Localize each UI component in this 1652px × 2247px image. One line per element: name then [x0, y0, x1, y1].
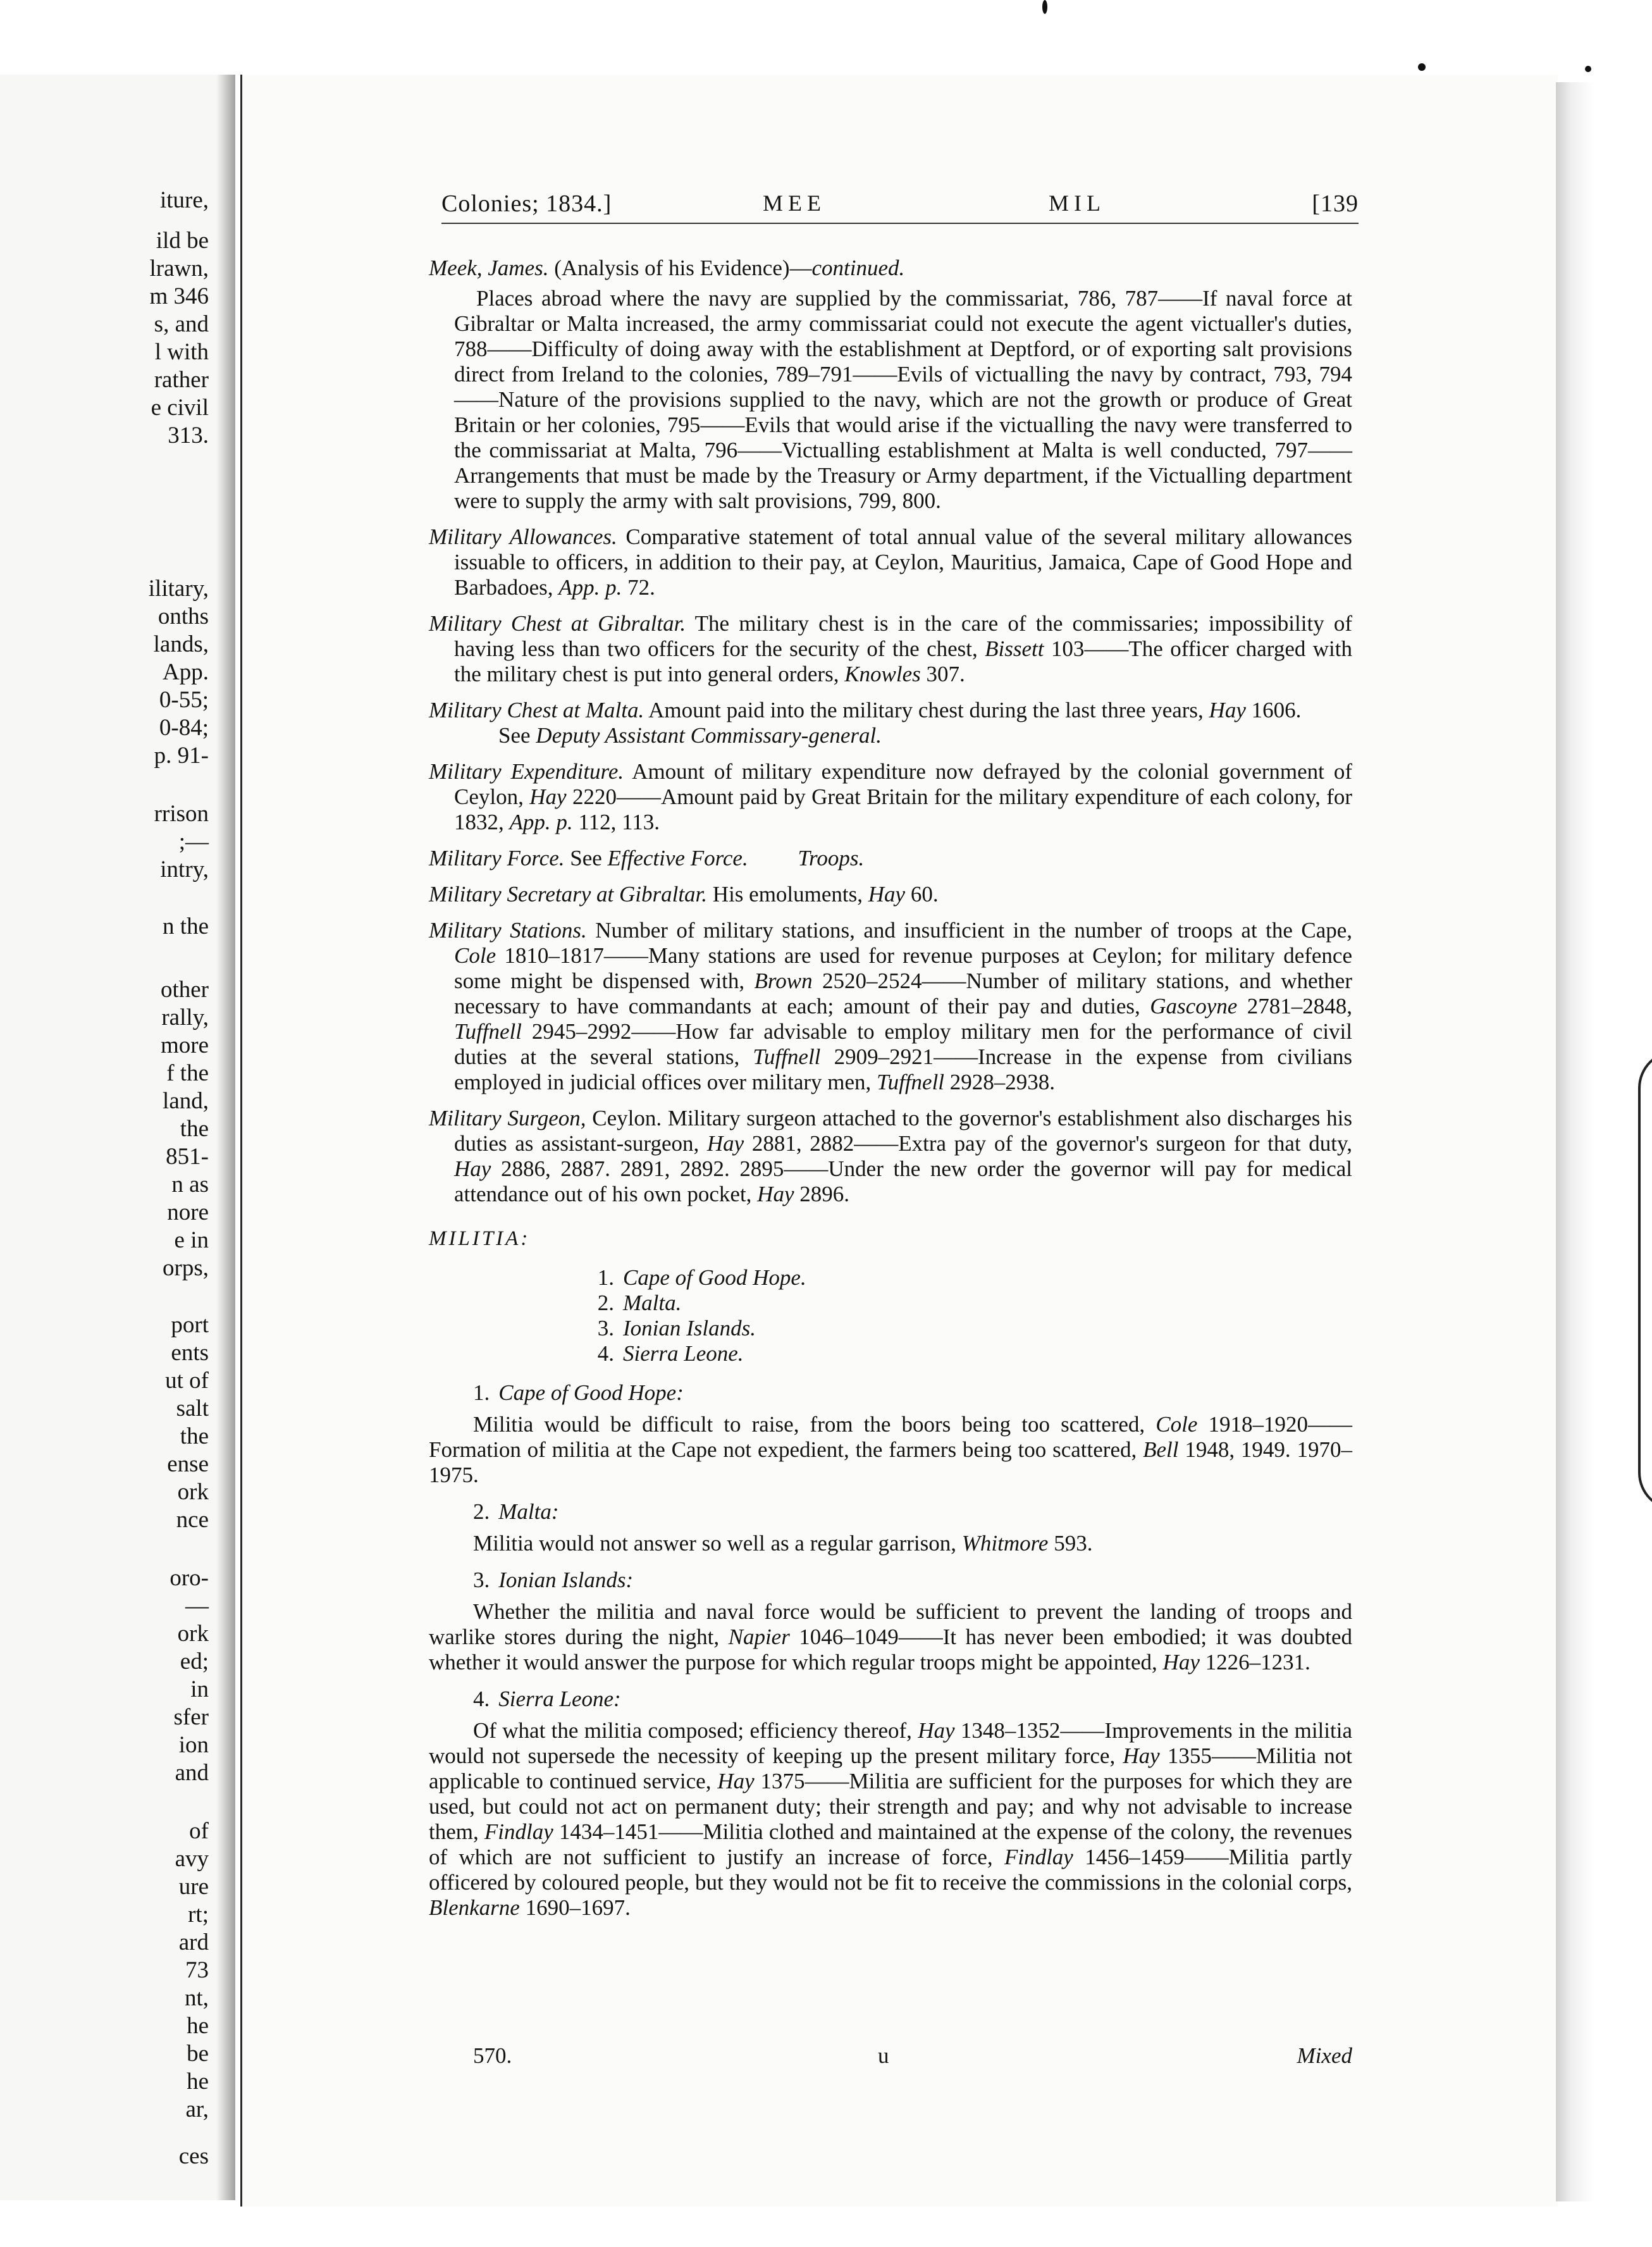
left-page-line-fragment: onths — [157, 604, 209, 629]
left-page-line-fragment: p. 91- — [154, 743, 209, 769]
left-page-line-fragment: of — [189, 1818, 209, 1844]
entry-text: Ceylon. Military surgeon attached to the governor's establishment also discharges his duties as assistant-surgeon, — [454, 1106, 1352, 1156]
entry-reference: Napier — [728, 1625, 790, 1649]
militia-section-heading — [473, 1687, 1352, 1712]
index-entry — [429, 698, 1352, 748]
left-page-line-fragment: salt — [176, 1396, 209, 1421]
left-page-line-fragment: lrawn, — [149, 256, 209, 282]
militia-section-heading — [473, 1499, 1352, 1525]
entry-reference: Hay — [1162, 1650, 1200, 1674]
left-page-line-fragment: f the — [166, 1060, 209, 1086]
entry-tail: 112, 113. — [578, 810, 660, 834]
left-page-line-fragment: iture, — [159, 187, 209, 213]
left-page-line-fragment: 851- — [166, 1144, 209, 1170]
index-entry — [429, 611, 1352, 687]
left-page-line-fragment: ents — [171, 1340, 209, 1366]
see-label: See — [498, 723, 531, 748]
entry-reference: Hay — [757, 1182, 794, 1206]
entry-heading: Military Allowances. — [429, 524, 617, 549]
entry-reference: Blenkarne — [429, 1895, 520, 1920]
militia-list-item — [584, 1291, 1352, 1316]
left-page-line-fragment: ard — [178, 1929, 209, 1955]
see-reference: Effective Force. — [607, 846, 748, 870]
index-entry — [429, 256, 1352, 514]
section-number: 1. — [473, 1380, 490, 1405]
left-page-line-fragment: he — [187, 2069, 209, 2095]
scan-speck — [1418, 63, 1426, 71]
entry-tail: 1606. — [1251, 698, 1302, 722]
entry-text: 103——The officer charged with the military chest is put into general orders, — [454, 636, 1352, 686]
entry-reference: Hay — [1123, 1743, 1160, 1768]
left-page-line-fragment: ork — [177, 1479, 209, 1505]
section-text: 1348–1352——Improvements in the militia would not supersede the necessity of keeping up the present military force, — [429, 1718, 1352, 1768]
entry-heading: Military Surgeon, — [429, 1106, 586, 1130]
left-page-line-fragment: App. — [163, 659, 209, 685]
section-text: 1046–1049——It has never been embodied; it was doubted whether it would answer the purpose for which regular troops might be appointed, — [429, 1625, 1353, 1674]
militia-section-heading — [473, 1380, 1352, 1406]
list-label: Ionian Islands. — [623, 1316, 756, 1340]
see-also — [454, 723, 1352, 748]
militia-list-item — [584, 1265, 1352, 1291]
militia-list-item — [584, 1341, 1352, 1366]
section-text: Whether the militia and naval force would be sufficient to prevent the landing of troops and warlike stores during the night, — [429, 1599, 1352, 1649]
militia-list — [584, 1265, 1352, 1366]
entry-reference: Bell — [1143, 1437, 1179, 1462]
left-page-line-fragment: and — [175, 1760, 209, 1786]
entry-reference: App. p. — [558, 575, 622, 600]
entry-reference: Cole — [1156, 1412, 1198, 1437]
header-first-word: MEE — [763, 190, 826, 216]
entry-paragraph-text: Places abroad where the navy are supplied by the commissariat, 786, 787——If naval force at Gibraltar or Malta increased, the army commissariat could not execute the agent victualler's duties, 788——Difficulty of doing away with the establishment at Deptford, or of exporting salt provisions direct from Ireland to the colonies, 789–791——Evils of victualling the navy by contract, 793, 794——Nature of the provisions supplied to the navy, which are not the growth or produce of Great Britain or her colonies, 795——Evils that would arise if the victualling the navy were transferred to the commissariat at Malta, 796——Victualling establishment at Malta is well conducted, 797——Arrangements that must be made by the Treasury or Army department, if the Victualling department were to supply the army with salt provisions, 799, 800. — [454, 286, 1352, 513]
entry-reference: Cole — [454, 943, 496, 968]
header-section: Colonies; 1834.] — [441, 190, 612, 217]
section-number: 2. — [473, 1499, 490, 1524]
militia-heading: MILITIA: — [429, 1227, 531, 1250]
entry-reference: Findlay — [484, 1819, 553, 1844]
index-content — [429, 256, 1352, 1928]
militia-section-text — [429, 1599, 1352, 1675]
left-page-line-fragment: port — [171, 1312, 209, 1338]
entry-reference: Hay — [706, 1131, 744, 1156]
left-page-line-fragment: n as — [171, 1172, 209, 1198]
left-page-line-fragment: the — [180, 1116, 209, 1142]
entry-text: 2881, 2882——Extra pay of the governor's surgeon for that duty, — [751, 1131, 1353, 1156]
section-text: 1355——Militia not applicable to continued service, — [429, 1743, 1352, 1793]
index-entry — [429, 918, 1352, 1095]
page-footer — [473, 2043, 1352, 2071]
section-text: Militia would not answer so well as a regular garrison, — [473, 1531, 956, 1556]
entry-reference: Hay — [918, 1718, 955, 1743]
section-text: 1456–1459——Militia partly officered by coloured people, but they would not be fit to receive the commissions in the colonial corps, — [429, 1845, 1353, 1895]
entry-text: (Analysis of his Evidence)— — [554, 256, 812, 280]
entry-tail: 60. — [910, 882, 939, 907]
entry-reference: Hay — [454, 1156, 491, 1181]
scan-speck — [1585, 66, 1591, 72]
entry-tail: 2928–2938. — [949, 1070, 1056, 1094]
section-tail: 1690–1697. — [525, 1895, 631, 1920]
list-number: 4. — [597, 1341, 614, 1366]
see-reference: Troops. — [798, 846, 865, 870]
left-page-line-fragment: nore — [167, 1199, 209, 1225]
left-page-line-fragment: avy — [175, 1846, 209, 1872]
left-page-line-fragment: e civil — [151, 395, 209, 421]
left-page-line-fragment: e in — [174, 1227, 209, 1253]
left-page-line-fragment: s, and — [154, 311, 209, 337]
left-page-line-fragment: ense — [167, 1451, 209, 1477]
entry-reference: Knowles — [844, 662, 921, 686]
left-page-line-fragment: nce — [176, 1507, 209, 1533]
entry-heading: Military Chest at Malta. — [429, 698, 644, 722]
index-entry — [429, 882, 1352, 907]
entry-reference: Brown — [754, 969, 813, 993]
list-number: 3. — [597, 1316, 614, 1340]
entry-reference: Bissett — [985, 636, 1044, 661]
left-page-line-fragment: n the — [163, 913, 209, 939]
index-entry — [429, 759, 1352, 835]
entry-text: 2945–2992——How far advisable to employ military men for the performance of civil duties at the several stations, — [454, 1019, 1352, 1069]
left-page-line-fragment: m 346 — [149, 283, 209, 309]
entry-text: His emoluments, — [712, 882, 863, 907]
left-page-line-fragment: lands, — [153, 631, 209, 657]
index-entry — [429, 846, 1352, 871]
list-label: Sierra Leone. — [623, 1341, 744, 1366]
see-label: See — [570, 846, 602, 870]
left-page-line-fragment: 0-84; — [159, 715, 209, 741]
left-page-line-fragment: the — [180, 1423, 209, 1449]
militia-section-heading — [473, 1568, 1352, 1593]
index-entry — [429, 1106, 1352, 1207]
header-last-word: MIL — [1049, 190, 1106, 216]
section-number: 3. — [473, 1568, 490, 1592]
left-page-line-fragment: ar, — [185, 2096, 209, 2122]
left-page-line-fragment: land, — [163, 1088, 209, 1114]
left-page-line-fragment: be — [187, 2041, 209, 2067]
list-label: Malta. — [623, 1291, 682, 1315]
entry-heading: Military Secretary at Gibraltar. — [429, 882, 708, 907]
scan-speck — [1042, 0, 1047, 14]
left-page-line-fragment: ure — [178, 1874, 209, 1900]
left-page-line-fragment: 0-55; — [159, 687, 209, 713]
left-page-line-fragment: he — [187, 2013, 209, 2039]
entry-tail: 307. — [926, 662, 965, 686]
footer-signature-number: 570. — [473, 2043, 512, 2068]
left-page-line-fragment: ild be — [156, 228, 209, 254]
entry-reference: Whitmore — [961, 1531, 1049, 1556]
entry-reference: Hay — [717, 1769, 755, 1793]
entry-reference: Hay — [529, 784, 567, 809]
running-header — [441, 190, 1359, 220]
left-page-line-fragment: 313. — [168, 423, 209, 449]
header-rule — [441, 223, 1359, 224]
section-title: Ionian Islands: — [498, 1568, 634, 1592]
left-page-line-fragment: rather — [154, 367, 209, 393]
index-entry — [429, 524, 1352, 600]
left-page-line-fragment: — — [185, 1593, 209, 1619]
entry-heading: Military Chest at Gibraltar. — [429, 611, 686, 636]
entry-continued: continued. — [811, 256, 905, 280]
left-page-line-fragment: rrison — [154, 801, 209, 827]
gutter-shadow — [216, 75, 235, 2200]
entry-text: 2909–2921——Increase in the expense from civilians employed in judicial offices over military men, — [454, 1044, 1352, 1094]
footer-catchword: Mixed — [1297, 2043, 1352, 2068]
left-page-line-fragment: rt; — [188, 1902, 209, 1928]
left-page-line-fragment: ion — [178, 1732, 209, 1758]
section-text: 1375——Militia are sufficient for the purposes for which they are used, but could not act on permanent duty; their strength and pay; and why not advisable to increase them, — [429, 1769, 1353, 1844]
list-number: 1. — [597, 1265, 614, 1290]
entry-reference: Hay — [1209, 698, 1246, 722]
entry-text: 2520–2524——Number of military stations, and whether necessary to have commandants at each; amount of their pay and duties, — [454, 969, 1352, 1018]
page-number: [139 — [1312, 190, 1359, 217]
section-title: Cape of Good Hope: — [498, 1380, 684, 1405]
left-page-line-fragment: nt, — [184, 1985, 209, 2011]
militia-section-text — [429, 1412, 1352, 1488]
left-page-line-fragment: more — [160, 1032, 209, 1058]
militia-section-text — [429, 1718, 1352, 1921]
left-page-line-fragment: orps, — [163, 1255, 209, 1281]
left-page-line-fragment: ;— — [178, 829, 209, 855]
left-page-line-fragment: l with — [154, 339, 209, 365]
entry-heading: Military Stations. — [429, 918, 587, 943]
left-page-line-fragment: ork — [177, 1621, 209, 1647]
section-text: Of what the militia composed; efficiency thereof, — [473, 1718, 912, 1743]
entry-text: 2886, 2887. 2891, 2892. 2895——Under the new order the governor will pay for medical attendance out of his own pocket, — [454, 1156, 1353, 1206]
left-page-line-fragment: ed; — [180, 1649, 209, 1674]
left-page-line-fragment: ilitary, — [148, 576, 209, 602]
entry-heading: Military Expenditure. — [429, 759, 624, 784]
entry-reference: App. p. — [509, 810, 573, 834]
left-page-line-fragment: ces — [178, 2143, 209, 2169]
entry-text: 2220——Amount paid by Great Britain for the military expenditure of each colony, for 1832, — [454, 784, 1353, 834]
entry-reference: Hay — [868, 882, 906, 907]
section-title: Sierra Leone: — [498, 1687, 621, 1711]
entry-tail: 72. — [627, 575, 655, 600]
entry-text: Amount paid into the military chest during the last three years, — [648, 698, 1204, 722]
section-tail: 1226–1231. — [1205, 1650, 1310, 1674]
entry-tail: 2896. — [799, 1182, 849, 1206]
list-label: Cape of Good Hope. — [623, 1265, 806, 1290]
entry-reference: Findlay — [1004, 1845, 1073, 1869]
militia-section-text — [429, 1531, 1352, 1556]
section-tail: 1948, 1949. 1970–1975. — [429, 1437, 1353, 1487]
entry-heading: Meek, James. — [429, 256, 549, 280]
page-edge-shadow — [1556, 82, 1594, 2201]
entry-text: Amount of military expenditure now defrayed by the colonial government of Ceylon, — [454, 759, 1352, 809]
section-tail: 593. — [1054, 1531, 1093, 1556]
left-page-line-fragment: intry, — [160, 857, 209, 882]
entry-text: 1810–1817——Many stations are used for revenue purposes at Ceylon; for military defence some might be dispensed with, — [454, 943, 1352, 993]
entry-text: Number of military stations, and insufficient in the number of troops at the Cape, — [595, 918, 1353, 943]
entry-heading: Military Force. — [429, 846, 565, 870]
entry-text: 2781–2848, — [1247, 994, 1353, 1018]
entry-paragraph — [454, 286, 1352, 514]
left-page-line-fragment: other — [160, 977, 209, 1003]
left-page-line-fragment: sfer — [173, 1704, 209, 1730]
entry-text: Comparative statement of total annual value of the several military allowances issuable to officers, in addition to their pay, at Ceylon, Mauritius, Jamaica, Cape of Good Hope and Barbadoes, — [454, 524, 1353, 600]
page-edge-curve — [1638, 1050, 1652, 1511]
entry-reference: Tuffnell — [877, 1070, 945, 1094]
entry-reference: Gascoyne — [1150, 994, 1238, 1018]
entry-reference: Tuffnell — [454, 1019, 522, 1044]
footer-signature-letter: u — [878, 2043, 889, 2068]
section-title: Malta: — [498, 1499, 559, 1524]
militia-list-item — [584, 1316, 1352, 1341]
left-page-line-fragment: oro- — [170, 1565, 209, 1591]
left-page-line-fragment: 73 — [185, 1957, 209, 1983]
section-number: 4. — [473, 1687, 490, 1711]
section-text: 1434–1451——Militia clothed and maintained at the expense of the colony, the revenues of which are not sufficient to justify an increase of force, — [429, 1819, 1352, 1869]
see-reference: Deputy Assistant Commissary-general. — [536, 723, 882, 748]
left-page-line-fragment: ut of — [165, 1368, 209, 1394]
left-page-line-fragment: rally, — [161, 1005, 209, 1031]
entry-reference: Tuffnell — [753, 1044, 821, 1069]
section-text: Militia would be difficult to raise, from the boors being too scattered, — [473, 1412, 1145, 1437]
left-page-line-fragment: in — [190, 1676, 209, 1702]
list-number: 2. — [597, 1291, 614, 1315]
section-text: 1918–1920——Formation of militia at the Cape not expedient, the farmers being too scattered, — [429, 1412, 1353, 1462]
entry-text: The military chest is in the care of the commissaries; impossibility of having less than two officers for the security of the chest, — [454, 611, 1352, 661]
